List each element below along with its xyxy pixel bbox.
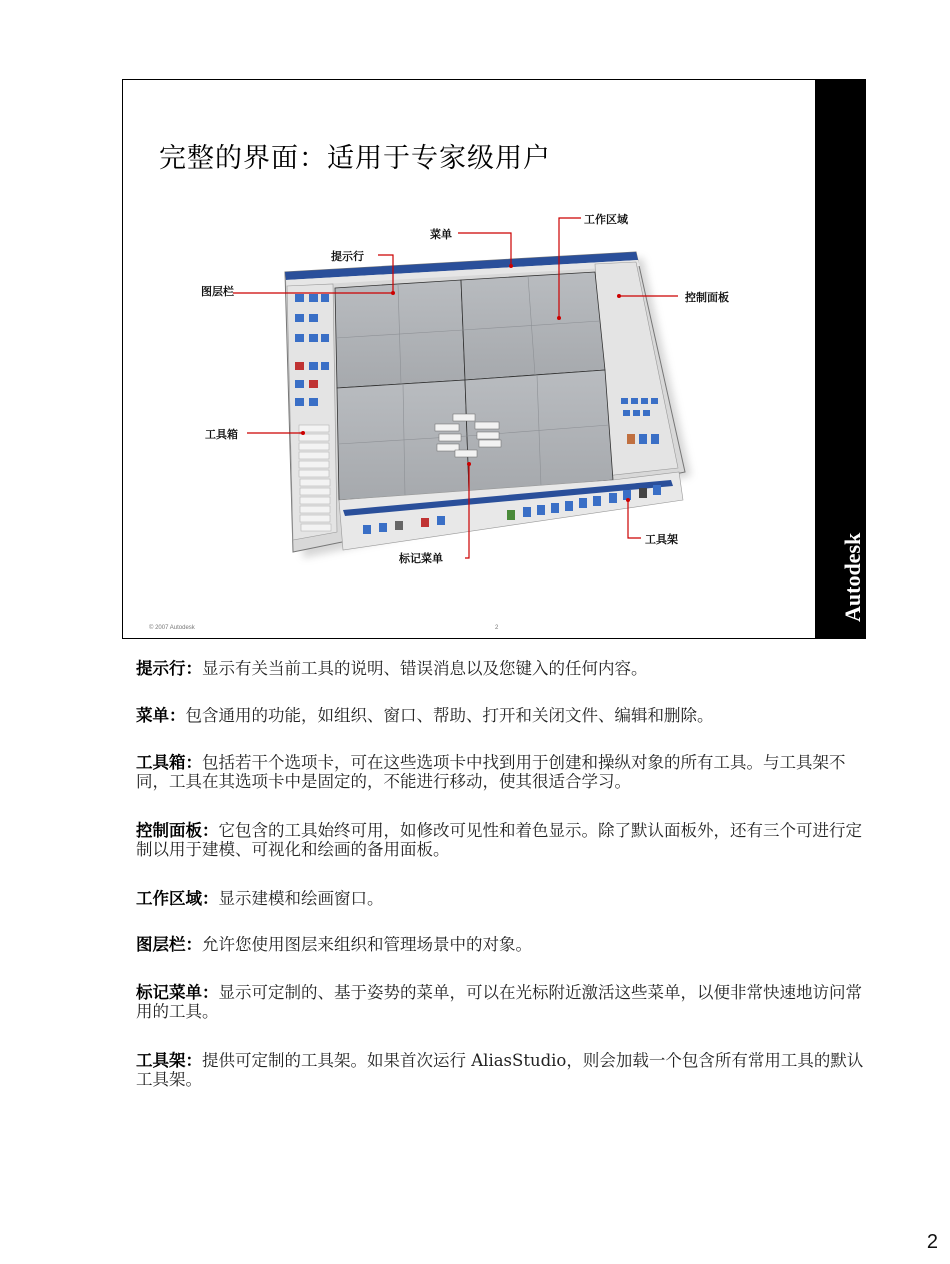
desc-workspace: 工作区域：显示建模和绘画窗口。 bbox=[136, 889, 384, 908]
slide-title: 完整的界面：适用于专家级用户 bbox=[159, 143, 551, 174]
slide-frame bbox=[122, 79, 866, 639]
callout-prompt-line: 提示行 bbox=[331, 250, 364, 263]
callout-layer-bar: 图层栏 bbox=[201, 285, 234, 298]
slide-number: 2 bbox=[495, 625, 499, 631]
desc-menu: 菜单：包含通用的功能，如组织、窗口、帮助、打开和关闭文件、编辑和删除。 bbox=[136, 706, 714, 725]
page-number: 2 bbox=[926, 1231, 938, 1253]
desc-toolbox: 工具箱：包括若干个选项卡，可在这些选项卡中找到用于创建和操纵对象的所有工具。与工具架不同，工具在其选项卡中是固定的，不能进行移动，使其很适合学习。 bbox=[136, 753, 846, 791]
callout-workspace: 工作区域 bbox=[584, 213, 628, 226]
slide-copyright: © 2007 Autodesk bbox=[149, 625, 195, 631]
desc-shelf: 工具架：提供可定制的工具架。如果首次运行 AliasStudio，则会加载一个包含所有常用工具的默认工具架。 bbox=[136, 1051, 864, 1089]
callout-toolbox: 工具箱 bbox=[205, 428, 238, 441]
callout-menu: 菜单 bbox=[430, 228, 452, 241]
desc-layer-bar: 图层栏：允许您使用图层来组织和管理场景中的对象。 bbox=[136, 935, 532, 954]
callout-marking-menu: 标记菜单 bbox=[399, 552, 443, 565]
autodesk-logo: Autodesk bbox=[840, 532, 865, 622]
desc-marking-menu: 标记菜单：显示可定制的、基于姿势的菜单，可以在光标附近激活这些菜单，以便非常快速地访问常用的工具。 bbox=[136, 983, 862, 1021]
desc-control-panel: 控制面板：它包含的工具始终可用，如修改可见性和着色显示。除了默认面板外，还有三个可进行定制以用于建模、可视化和绘画的备用面板。 bbox=[136, 821, 862, 859]
desc-prompt-line: 提示行：显示有关当前工具的说明、错误消息以及您键入的任何内容。 bbox=[136, 659, 648, 678]
alias-studio-screenshot bbox=[123, 80, 866, 639]
callout-control-panel: 控制面板 bbox=[685, 291, 729, 304]
callout-shelf: 工具架 bbox=[645, 533, 678, 546]
